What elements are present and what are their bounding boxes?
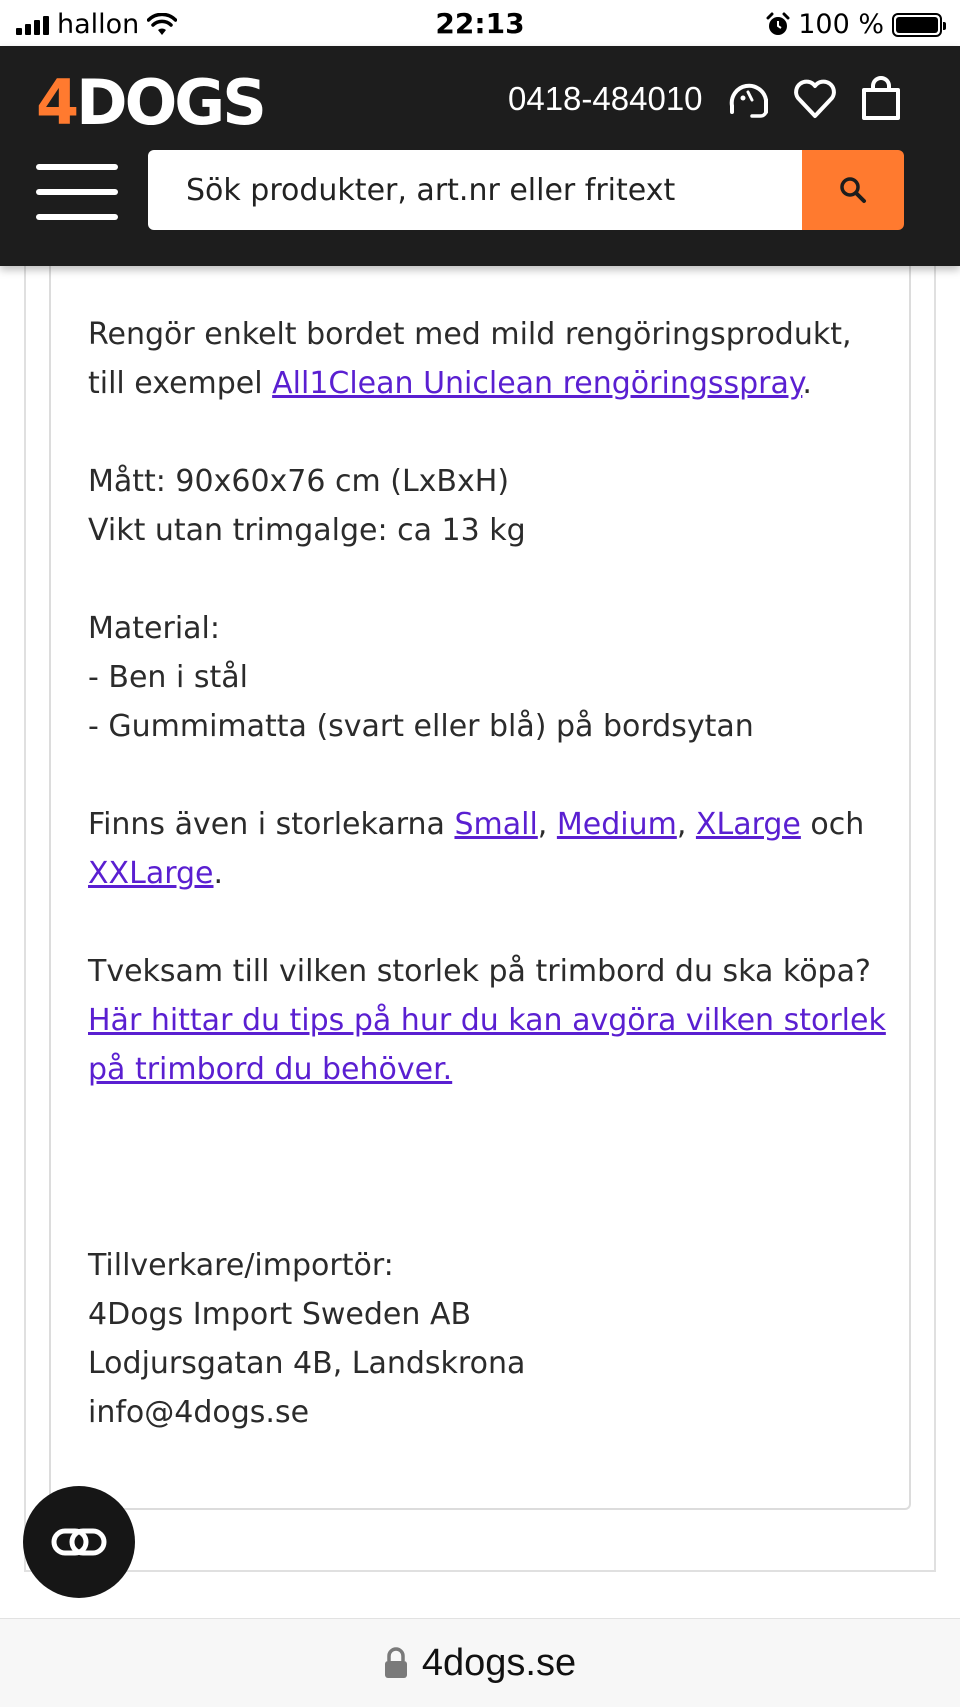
manufacturer-email: info@4dogs.se: [88, 1395, 310, 1430]
product-description: [88, 310, 888, 1437]
status-bar: [0, 0, 960, 46]
logo[interactable]: 4DOGS: [36, 66, 264, 139]
cleaning-product-link[interactable]: All1Clean Uniclean rengöringsspray: [272, 366, 803, 401]
size-tips-link[interactable]: Här hittar du tips på hur du kan avgöra vilken storlek på trimbord du behöver.: [88, 1003, 886, 1087]
size-small-link[interactable]: Small: [454, 807, 538, 842]
battery-icon: [892, 13, 942, 37]
search-icon: [838, 175, 868, 205]
search-input[interactable]: [148, 150, 804, 230]
browser-url-bar[interactable]: [0, 1618, 960, 1707]
support-headset-icon[interactable]: [726, 76, 772, 122]
carrier-name: hallon: [57, 9, 140, 40]
heart-icon[interactable]: [792, 76, 838, 122]
shopping-bag-icon[interactable]: [858, 76, 904, 122]
material-item: - Ben i stål: [88, 660, 248, 695]
sizes-paragraph: Finns även i storlekarna Small, Medium, XLarge och XXLarge.: [88, 807, 865, 891]
alarm-icon: [766, 12, 790, 38]
size-question: Tveksam till vilken storlek på trimbord du ska köpa?: [88, 954, 871, 989]
lock-icon: [384, 1647, 408, 1679]
site-header: [0, 46, 960, 266]
dimensions-text: Mått: 90x60x76 cm (LxBxH): [88, 464, 510, 499]
size-medium-link[interactable]: Medium: [556, 807, 677, 842]
size-xlarge-link[interactable]: XLarge: [695, 807, 801, 842]
status-time: 22:13: [435, 7, 525, 40]
size-xxlarge-link[interactable]: XXLarge: [88, 856, 214, 891]
manufacturer-title: Tillverkare/importör:: [88, 1248, 394, 1283]
chat-button[interactable]: [23, 1486, 135, 1598]
menu-button[interactable]: [36, 164, 118, 220]
material-title: Material:: [88, 611, 220, 646]
search-box: [148, 150, 804, 230]
weight-text: Vikt utan trimgalge: ca 13 kg: [88, 513, 526, 548]
url-domain: 4dogs.se: [421, 1641, 577, 1684]
phone-number-link[interactable]: 0418-484010: [508, 80, 703, 117]
manufacturer-name: 4Dogs Import Sweden AB: [88, 1297, 472, 1332]
chat-icon: [51, 1527, 107, 1557]
battery-percent: 100 %: [798, 9, 884, 40]
search-button[interactable]: [802, 150, 904, 230]
material-item: - Gummimatta (svart eller blå) på bordsytan: [88, 709, 754, 744]
manufacturer-address: Lodjursgatan 4B, Landskrona: [88, 1346, 526, 1381]
cleaning-paragraph: Rengör enkelt bordet med mild rengöringsprodukt, till exempel All1Clean Uniclean rengöringsspray.: [88, 317, 852, 401]
status-right: [766, 9, 942, 40]
